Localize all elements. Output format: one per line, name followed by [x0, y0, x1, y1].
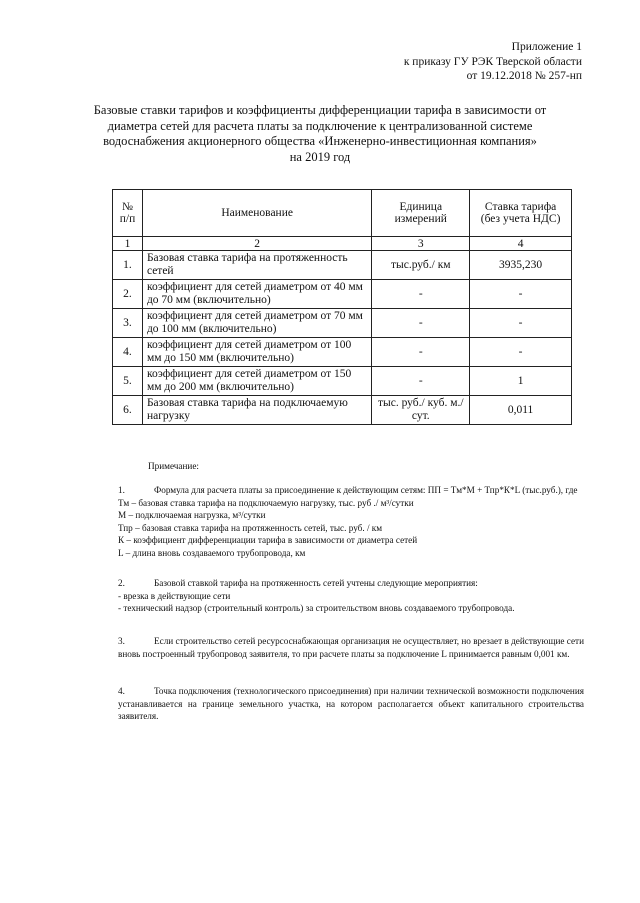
row-value: 3935,230	[470, 251, 572, 280]
note-1-def: К – коэффициент дифференциации тарифа в зависимости от диаметра сетей	[118, 535, 418, 546]
note-1	[118, 484, 584, 560]
table-index-row	[113, 237, 572, 251]
index-cell: 1	[113, 237, 143, 251]
header-num-line1: №	[121, 201, 133, 213]
note-1-text	[118, 484, 584, 497]
row-unit: -	[372, 338, 470, 367]
notes-label: Примечание:	[148, 461, 199, 471]
header-rate-line2: (без учета НДС)	[480, 213, 561, 225]
note-1-def: Тпр – базовая ставка тарифа на протяженность сетей, тыс. руб. / км	[118, 522, 383, 533]
row-name: коэффициент для сетей диаметром от 70 мм до 100 мм (включительно)	[142, 309, 371, 338]
note-3-text: Если строительство сетей ресурсоснабжающая организация не осуществляет, но врезает в действующие сети вновь построенный трубопровод заявителя, то при расчете платы за подключение L принимается равным 0,001 км.	[118, 636, 584, 659]
note-1-def: М – подключаемая нагрузка, м³/сутки	[118, 510, 266, 521]
title-line: Базовые ставки тарифов и коэффициенты дифференциации тарифа в зависимости от	[93, 103, 547, 117]
note-3-number: 3.	[118, 636, 125, 646]
header-unit	[372, 190, 470, 237]
table-row	[113, 280, 572, 309]
row-num: 5.	[113, 367, 143, 396]
row-value: -	[470, 338, 572, 367]
row-name: Базовая ставка тарифа на протяженность сетей	[142, 251, 371, 280]
note-2-lead: Базовой ставкой тарифа на протяженность сетей учтены следующие мероприятия:	[154, 578, 478, 588]
row-value: 1	[470, 367, 572, 396]
title-line: водоснабжения акционерного общества «Инженерно-инвестиционная компания»	[103, 134, 537, 148]
document-title	[80, 103, 560, 165]
header-unit-line1: Единица	[399, 201, 443, 213]
title-line: на 2019 год	[289, 149, 351, 164]
note-2-text	[118, 577, 584, 590]
row-unit: тыс. руб./ куб. м./сут.	[372, 396, 470, 425]
row-unit: тыс.руб./ км	[372, 251, 470, 280]
header-rate	[470, 190, 572, 237]
title-line: диаметра сетей для расчета платы за подключение к централизованной системе	[107, 118, 533, 133]
table-header-row	[113, 190, 572, 237]
note-1-def: Тм – базовая ставка тарифа на подключаемую нагрузку, тыс. руб ./ м³/сутки	[118, 497, 414, 508]
table-row	[113, 309, 572, 338]
note-4-number: 4.	[118, 686, 125, 696]
row-unit: -	[372, 280, 470, 309]
row-value: -	[470, 280, 572, 309]
note-2	[118, 577, 584, 615]
row-num: 4.	[113, 338, 143, 367]
index-cell: 2	[142, 237, 371, 251]
note-4	[118, 685, 584, 723]
header-num	[113, 190, 143, 237]
header-name: Наименование	[142, 190, 371, 237]
row-name: коэффициент для сетей диаметром от 40 мм до 70 мм (включительно)	[142, 280, 371, 309]
row-value: 0,011	[470, 396, 572, 425]
table-row	[113, 367, 572, 396]
index-cell: 3	[372, 237, 470, 251]
table-row	[113, 396, 572, 425]
row-num: 2.	[113, 280, 143, 309]
note-4-text: Точка подключения (технологического присоединения) при наличии технической возможности подключения устанавливается на границе земельного участка, на котором располагается объект капитального строительства заявителя.	[118, 686, 584, 722]
header-unit-line2: измерений	[394, 213, 447, 225]
note-2-item: - врезка в действующие сети	[118, 590, 231, 601]
table-row	[113, 338, 572, 367]
note-1-def: L – длина вновь создаваемого трубопровода, км	[118, 547, 306, 558]
note-1-formula: Формула для расчета платы за присоединение к действующим сетям: ПП = Тм*М + Тпр*К*L (тыс.руб.), где	[154, 485, 578, 495]
row-num: 3.	[113, 309, 143, 338]
table-row	[113, 251, 572, 280]
row-name: Базовая ставка тарифа на подключаемую нагрузку	[142, 396, 371, 425]
index-cell: 4	[470, 237, 572, 251]
row-value: -	[470, 309, 572, 338]
order-reference: к приказу ГУ РЭК Тверской области	[403, 56, 582, 68]
row-name: коэффициент для сетей диаметром от 100 мм до 150 мм (включительно)	[142, 338, 371, 367]
note-1-number: 1.	[118, 485, 125, 495]
row-num: 6.	[113, 396, 143, 425]
note-2-number: 2.	[118, 578, 125, 588]
header-rate-line1: Ставка тарифа	[484, 201, 557, 213]
order-date: от 19.12.2018 № 257-нп	[466, 70, 582, 82]
appendix-label: Приложение 1	[511, 41, 582, 53]
header-num-line2: п/п	[119, 213, 136, 225]
row-num: 1.	[113, 251, 143, 280]
row-unit: -	[372, 367, 470, 396]
note-3	[118, 635, 584, 660]
tariff-table	[112, 189, 572, 425]
row-name: коэффициент для сетей диаметром от 150 мм до 200 мм (включительно)	[142, 367, 371, 396]
row-unit: -	[372, 309, 470, 338]
note-2-item: - технический надзор (строительный контроль) за строительством вновь создаваемого трубопровода.	[118, 603, 515, 614]
